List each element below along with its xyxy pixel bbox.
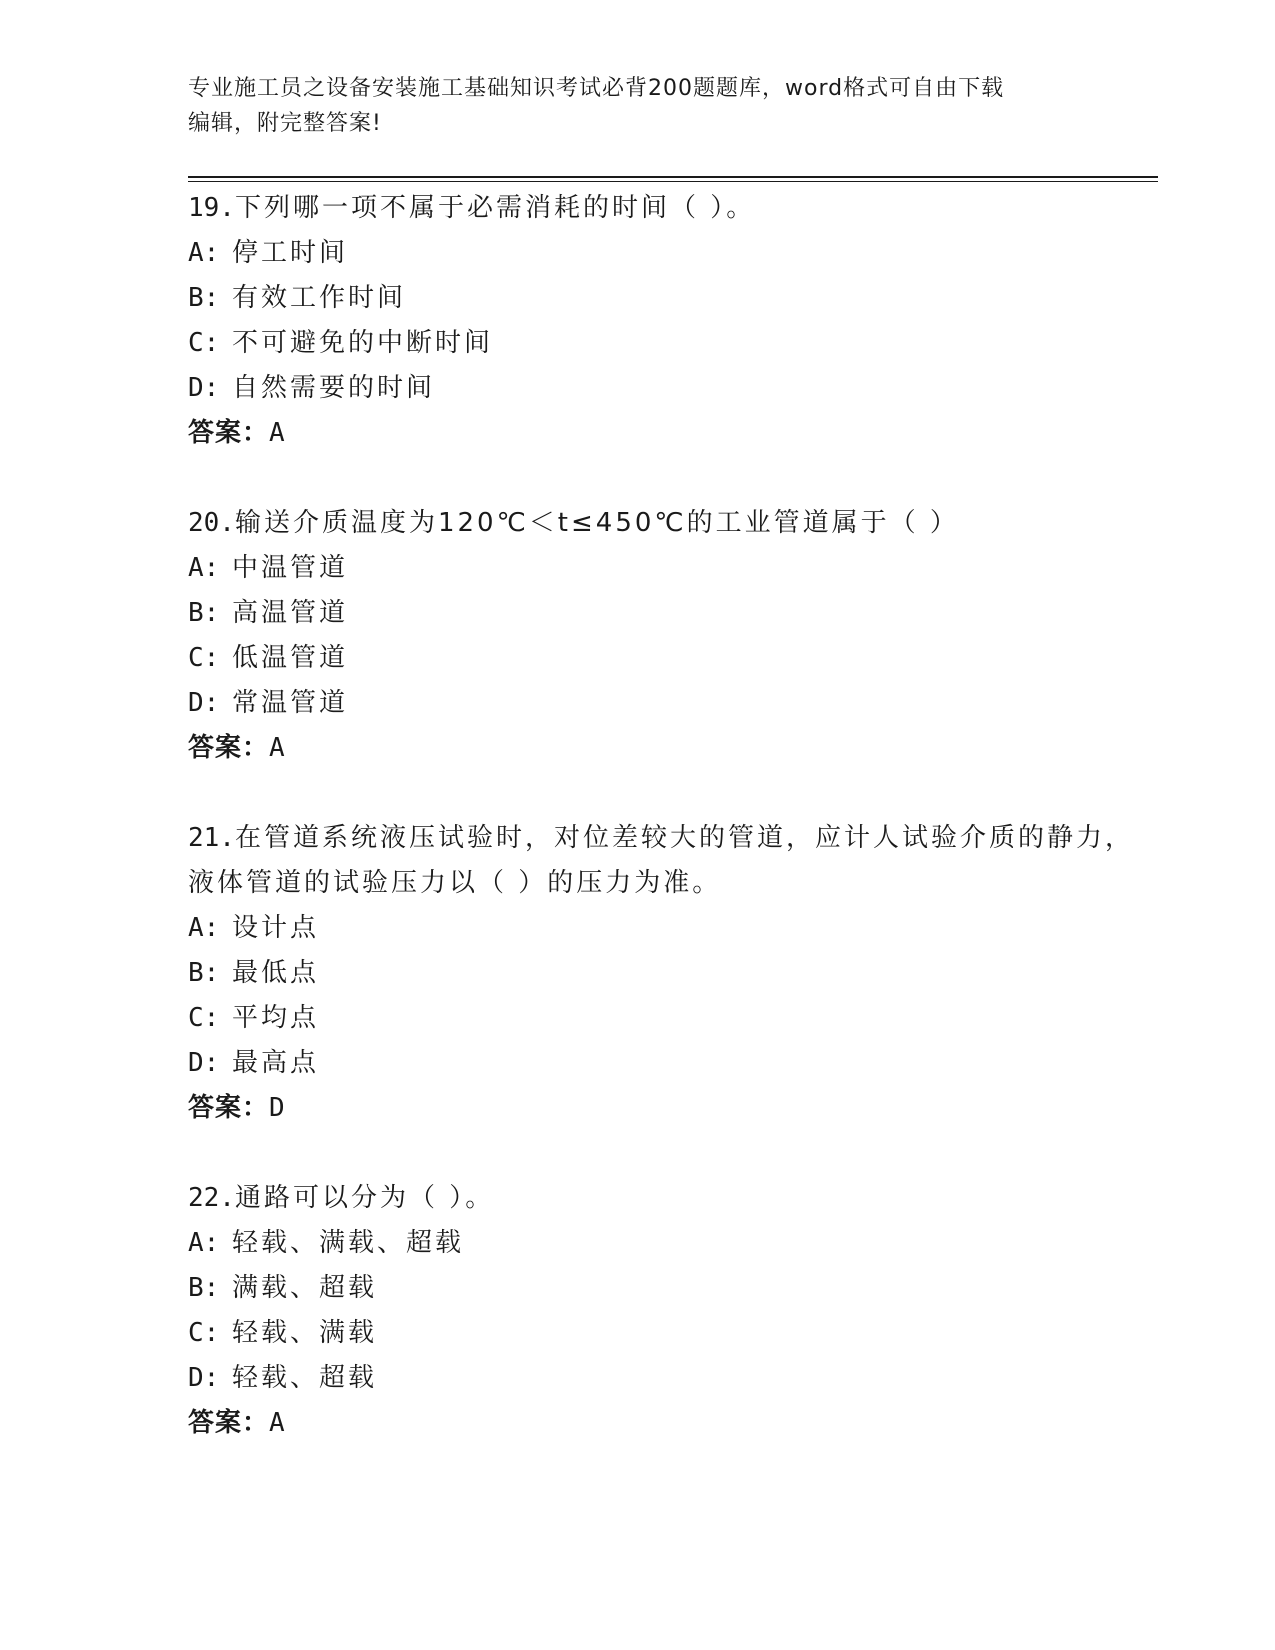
option-text: 低温管道 (232, 643, 349, 673)
option-text: 最高点 (232, 1048, 320, 1078)
option-a (188, 1221, 1158, 1266)
question-list (188, 186, 1158, 1446)
option-text: 设计点 (232, 913, 320, 943)
answer-label: 答案： (188, 418, 270, 448)
question-stem (188, 501, 1158, 546)
option-b (188, 951, 1158, 996)
option-text: 中温管道 (232, 553, 349, 583)
option-b (188, 591, 1158, 636)
question-number: 20. (188, 508, 235, 538)
option-letter: D: (188, 1048, 220, 1078)
option-d (188, 1356, 1158, 1401)
question-21 (188, 816, 1158, 1131)
document-header (188, 70, 1158, 140)
answer-line (188, 1086, 1158, 1131)
question-text: 通路可以分为（ ）。 (234, 1183, 495, 1213)
answer-line (188, 1401, 1158, 1446)
answer-value: A (269, 418, 286, 448)
option-letter: D: (188, 688, 220, 718)
answer-label: 答案： (188, 1408, 270, 1438)
question-text: 在管道系统液压试验时，对位差较大的管道，应计人试验介质的静力，液体管道的试验压力以（ ）的压力为准。 (188, 823, 1134, 898)
option-letter: C: (188, 328, 220, 358)
question-22 (188, 1176, 1158, 1446)
option-letter: A: (188, 553, 220, 583)
answer-value: A (269, 1408, 286, 1438)
question-number: 21. (188, 823, 235, 853)
option-letter: A: (188, 913, 220, 943)
option-text: 自然需要的时间 (232, 373, 436, 403)
header-rule-thick (188, 176, 1158, 178)
answer-line (188, 411, 1158, 456)
option-text: 平均点 (232, 1003, 320, 1033)
option-a (188, 546, 1158, 591)
option-text: 停工时间 (232, 238, 349, 268)
question-stem (188, 1176, 1158, 1221)
option-b (188, 1266, 1158, 1311)
option-d (188, 1041, 1158, 1086)
option-letter: B: (188, 958, 220, 988)
option-d (188, 366, 1158, 411)
option-letter: A: (188, 238, 220, 268)
option-text: 满载、超载 (232, 1273, 378, 1303)
option-c (188, 996, 1158, 1041)
option-letter: C: (188, 643, 220, 673)
option-b (188, 276, 1158, 321)
answer-line (188, 726, 1158, 771)
option-letter: B: (188, 598, 220, 628)
option-a (188, 231, 1158, 276)
question-text: 输送介质温度为120℃＜t≤450℃的工业管道属于（ ） (234, 508, 959, 538)
option-letter: B: (188, 1273, 220, 1303)
option-text: 有效工作时间 (232, 283, 407, 313)
option-text: 轻载、满载 (232, 1318, 378, 1348)
answer-label: 答案： (188, 733, 270, 763)
option-letter: A: (188, 1228, 220, 1258)
option-letter: D: (188, 1363, 220, 1393)
header-title-line-1: 专业施工员之设备安装施工基础知识考试必背200题题库，word格式可自由下载 (188, 76, 1005, 101)
document-page (188, 70, 1158, 1491)
header-title-line-2: 编辑，附完整答案! (188, 111, 382, 136)
option-text: 高温管道 (232, 598, 349, 628)
option-letter: B: (188, 283, 220, 313)
option-text: 轻载、满载、超载 (232, 1228, 465, 1258)
question-19 (188, 186, 1158, 456)
question-stem (188, 186, 1158, 231)
option-c (188, 321, 1158, 366)
option-text: 最低点 (232, 958, 320, 988)
header-rule-thin (188, 181, 1158, 182)
question-text: 下列哪一项不属于必需消耗的时间（ ）。 (234, 193, 756, 223)
option-d (188, 681, 1158, 726)
answer-label: 答案： (188, 1093, 270, 1123)
option-a (188, 906, 1158, 951)
question-stem (188, 816, 1158, 906)
option-text: 常温管道 (232, 688, 349, 718)
option-letter: C: (188, 1318, 220, 1348)
option-letter: C: (188, 1003, 220, 1033)
question-number: 22. (188, 1183, 235, 1213)
option-text: 轻载、超载 (232, 1363, 378, 1393)
option-c (188, 1311, 1158, 1356)
question-number: 19. (188, 193, 235, 223)
answer-value: A (269, 733, 286, 763)
option-letter: D: (188, 373, 220, 403)
question-20 (188, 501, 1158, 771)
option-c (188, 636, 1158, 681)
option-text: 不可避免的中断时间 (232, 328, 494, 358)
answer-value: D (269, 1093, 286, 1123)
